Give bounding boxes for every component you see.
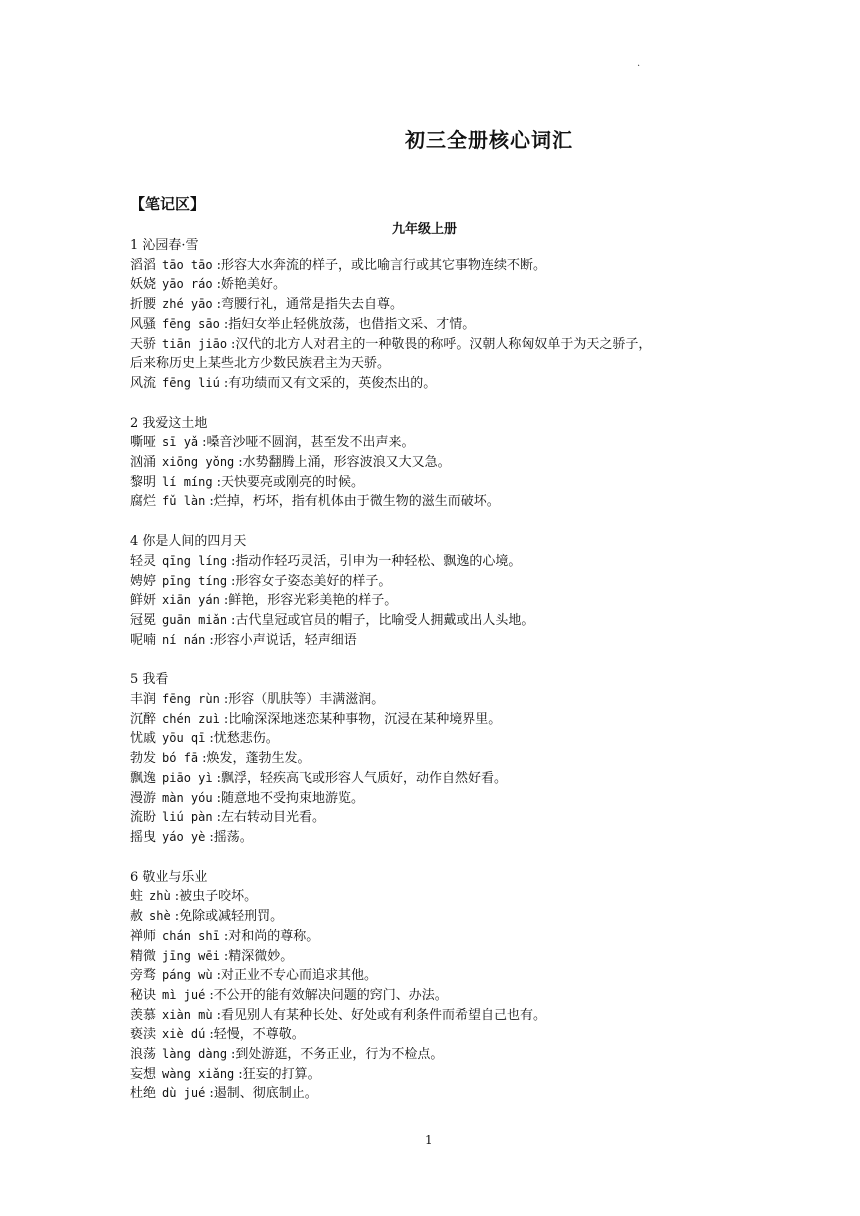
- vocab-term: 妄想: [130, 1066, 157, 1082]
- vocab-term: 呢喃: [130, 632, 157, 648]
- vocab-term: 秘诀: [130, 987, 157, 1003]
- lesson-section: [130, 236, 730, 394]
- vocab-term: 流盼: [130, 810, 157, 826]
- lesson-heading: 4 你是人间的四月天: [130, 534, 247, 550]
- vocab-definition: :随意地不受拘束地游览。: [216, 790, 364, 806]
- vocab-term: 鲜妍: [130, 593, 157, 609]
- vocab-definition: :不公开的能有效解决问题的窍门、办法。: [209, 987, 448, 1003]
- vocab-definition: :狂妄的打算。: [238, 1066, 321, 1082]
- vocab-entry: [130, 256, 730, 276]
- vocab-term: 亵渎: [130, 1027, 157, 1043]
- page-title: 初三全册核心词汇: [405, 128, 573, 152]
- vocab-term: 飘逸: [130, 770, 157, 786]
- vocab-pinyin: fēng rùn: [162, 692, 220, 707]
- lesson-heading: 6 敬业与乐业: [130, 869, 208, 885]
- vocab-entry: [130, 1025, 730, 1045]
- vocab-definition: :娇艳美好。: [216, 277, 286, 293]
- vocab-entry: [130, 453, 730, 473]
- vocab-definition: :遏制、彻底制止。: [209, 1086, 318, 1102]
- lesson-section: [130, 414, 730, 513]
- vocab-entry: [130, 887, 730, 907]
- vocab-pinyin: zhù: [149, 889, 171, 904]
- vocab-definition: :弯腰行礼，通常是指失去自尊。: [216, 297, 403, 313]
- vocabulary-list: [130, 236, 730, 1104]
- vocab-term: 嘶哑: [130, 435, 157, 451]
- vocab-entry: [130, 295, 730, 315]
- vocab-term: 黎明: [130, 474, 157, 490]
- vocab-entry: [130, 631, 730, 651]
- vocab-term: 浪荡: [130, 1047, 157, 1063]
- vocab-entry: [130, 729, 730, 749]
- vocab-term: 旁骛: [130, 968, 157, 984]
- vocab-definition: :嗓音沙哑不圆润，甚至发不出声来。: [202, 435, 415, 451]
- vocab-definition: 后来称历史上某些北方少数民族君主为天骄。: [130, 356, 391, 372]
- vocab-term: 蛀: [130, 889, 144, 905]
- vocab-entry: [130, 591, 730, 611]
- vocab-term: 风流: [130, 375, 157, 391]
- lesson-heading: 2 我爱这土地: [130, 415, 208, 431]
- vocab-pinyin: xiàn mù: [162, 1007, 213, 1022]
- vocab-entry: [130, 966, 730, 986]
- vocab-pinyin: yáo yè: [162, 829, 206, 844]
- vocab-definition: :焕发，蓬勃生发。: [202, 751, 311, 767]
- grade-heading: 九年级上册: [392, 222, 458, 237]
- vocab-term: 折腰: [130, 297, 157, 313]
- vocab-term: 禅师: [130, 928, 157, 944]
- vocab-term: 漫游: [130, 790, 157, 806]
- vocab-pinyin: qīng líng: [162, 553, 228, 568]
- vocab-entry: [130, 789, 730, 809]
- vocab-definition: :水势翻腾上涌，形容波浪又大又急。: [238, 455, 451, 471]
- vocab-pinyin: pīng tíng: [162, 573, 228, 588]
- vocab-pinyin: guān miǎn: [162, 612, 228, 627]
- vocab-term: 轻灵: [130, 553, 157, 569]
- vocab-pinyin: màn yóu: [162, 790, 213, 805]
- header-mark: .: [637, 58, 641, 69]
- vocab-definition: :形容女子姿态美好的样子。: [231, 573, 392, 589]
- vocab-term: 腐烂: [130, 494, 157, 510]
- vocab-term: 勃发: [130, 751, 157, 767]
- vocab-entry: [130, 1045, 730, 1065]
- vocab-term: 忧戚: [130, 731, 157, 747]
- vocab-term: 精微: [130, 948, 157, 964]
- vocab-pinyin: fǔ làn: [162, 494, 206, 509]
- vocab-pinyin: wàng xiǎng: [162, 1066, 235, 1081]
- vocab-pinyin: xiōng yǒng: [162, 455, 235, 470]
- vocab-entry: [130, 572, 730, 592]
- vocab-definition: :对正业不专心而追求其他。: [216, 968, 377, 984]
- vocab-definition: :鲜艳，形容光彩美艳的样子。: [223, 593, 398, 609]
- vocab-pinyin: tiān jiāo: [162, 336, 228, 351]
- vocab-definition: :比喻深深地迷恋某种事物，沉浸在某种境界里。: [223, 711, 502, 727]
- vocab-entry: [130, 1065, 730, 1085]
- vocab-entry: [130, 552, 730, 572]
- vocab-entry: [130, 335, 730, 355]
- vocab-term: 汹涌: [130, 455, 157, 471]
- vocab-definition: :飘浮，轻疾高飞或形容人气质好，动作自然好看。: [216, 770, 507, 786]
- lesson-section: [130, 532, 730, 650]
- vocab-entry: [130, 749, 730, 769]
- vocab-entry: [130, 354, 730, 374]
- vocab-term: 妖娆: [130, 277, 157, 293]
- vocab-definition: :烂掉，朽坏，指有机体由于微生物的滋生而破坏。: [209, 494, 500, 510]
- vocab-pinyin: chán shī: [162, 928, 220, 943]
- vocab-pinyin: lí míng: [162, 474, 213, 489]
- vocab-entry: [130, 1084, 730, 1104]
- vocab-pinyin: liú pàn: [162, 810, 213, 825]
- vocab-entry: [130, 808, 730, 828]
- vocab-definition: :形容大水奔流的样子，或比喻言行或其它事物连续不断。: [216, 257, 546, 273]
- vocab-definition: :天快要亮或刚亮的时候。: [216, 474, 364, 490]
- vocab-definition: :免除或减轻刑罚。: [174, 909, 284, 925]
- vocab-entry: [130, 611, 730, 631]
- vocab-entry: [130, 710, 730, 730]
- vocab-entry: [130, 828, 730, 848]
- vocab-definition: :摇荡。: [209, 829, 253, 845]
- page-number: 1: [425, 1133, 433, 1147]
- lesson-section: [130, 868, 730, 1104]
- vocab-pinyin: yāo ráo: [162, 277, 213, 292]
- lesson-heading: 5 我看: [130, 672, 169, 688]
- vocab-entry: [130, 907, 730, 927]
- vocab-pinyin: zhé yāo: [162, 297, 213, 312]
- vocab-pinyin: ní nán: [162, 632, 206, 647]
- vocab-definition: :指动作轻巧灵活，引申为一种轻松、飘逸的心境。: [231, 553, 522, 569]
- vocab-pinyin: sī yǎ: [162, 435, 199, 450]
- vocab-pinyin: làng dàng: [162, 1047, 228, 1062]
- vocab-entry: [130, 927, 730, 947]
- vocab-entry: [130, 690, 730, 710]
- vocab-term: 风骚: [130, 316, 157, 332]
- vocab-definition: :形容（肌肤等）丰满滋润。: [223, 692, 385, 708]
- vocab-definition: :被虫子咬坏。: [174, 889, 258, 905]
- vocab-pinyin: chén zuì: [162, 711, 220, 726]
- vocab-definition: :形容小声说话，轻声细语: [209, 632, 357, 648]
- vocab-definition: :古代皇冠或官员的帽子，比喻受人拥戴或出人头地。: [231, 612, 535, 628]
- vocab-entry: [130, 769, 730, 789]
- vocab-pinyin: xiān yán: [162, 593, 220, 608]
- vocab-pinyin: jīng wēi: [162, 948, 220, 963]
- vocab-pinyin: tāo tāo: [162, 257, 213, 272]
- vocab-pinyin: fēng sāo: [162, 316, 220, 331]
- vocab-pinyin: xiè dú: [162, 1027, 206, 1042]
- vocab-definition: :指妇女举止轻佻放荡，也借指文采、才情。: [223, 316, 476, 332]
- vocab-term: 丰润: [130, 692, 157, 708]
- lesson-heading: 1 沁园春·雪: [130, 238, 199, 253]
- vocab-definition: :精深微妙。: [223, 948, 294, 964]
- vocab-pinyin: bó fā: [162, 751, 199, 766]
- vocab-pinyin: mì jué: [162, 987, 206, 1002]
- vocab-definition: :对和尚的尊称。: [223, 928, 320, 944]
- vocab-term: 赦: [130, 909, 144, 925]
- vocab-entry: [130, 1006, 730, 1026]
- vocab-term: 摇曳: [130, 829, 157, 845]
- vocab-entry: [130, 315, 730, 335]
- vocab-term: 杜绝: [130, 1086, 157, 1102]
- vocab-term: 沉醉: [130, 711, 157, 727]
- vocab-pinyin: páng wù: [162, 968, 213, 983]
- lesson-section: [130, 670, 730, 847]
- vocab-definition: :轻慢，不尊敬。: [209, 1027, 305, 1043]
- vocab-pinyin: yōu qī: [162, 731, 206, 746]
- vocab-term: 天骄: [130, 336, 157, 352]
- vocab-term: 冠冕: [130, 612, 157, 628]
- vocab-entry: [130, 986, 730, 1006]
- vocab-definition: :看见别人有某种长处、好处或有利条件而希望自己也有。: [216, 1007, 546, 1023]
- vocab-entry: [130, 473, 730, 493]
- vocab-definition: :有功绩而又有文采的，英俊杰出的。: [223, 375, 437, 391]
- vocab-entry: [130, 947, 730, 967]
- vocab-entry: [130, 374, 730, 394]
- vocab-definition: :到处游逛，不务正业，行为不检点。: [231, 1047, 444, 1063]
- vocab-definition: :左右转动目光看。: [216, 810, 325, 826]
- vocab-pinyin: shè: [149, 909, 171, 924]
- vocab-definition: :忧愁悲伤。: [209, 731, 279, 747]
- vocab-definition: :汉代的北方人对君主的一种敬畏的称呼。汉朝人称匈奴单于为天之骄子，: [231, 336, 652, 352]
- vocab-term: 滔滔: [130, 257, 157, 273]
- notes-area-label: 【笔记区】: [130, 195, 206, 213]
- vocab-entry: [130, 275, 730, 295]
- vocab-term: 羡慕: [130, 1007, 157, 1023]
- vocab-pinyin: dù jué: [162, 1086, 206, 1101]
- vocab-term: 娉婷: [130, 573, 157, 589]
- vocab-pinyin: fēng liú: [162, 375, 220, 390]
- vocab-entry: [130, 492, 730, 512]
- vocab-pinyin: piāo yì: [162, 770, 213, 785]
- vocab-entry: [130, 433, 730, 453]
